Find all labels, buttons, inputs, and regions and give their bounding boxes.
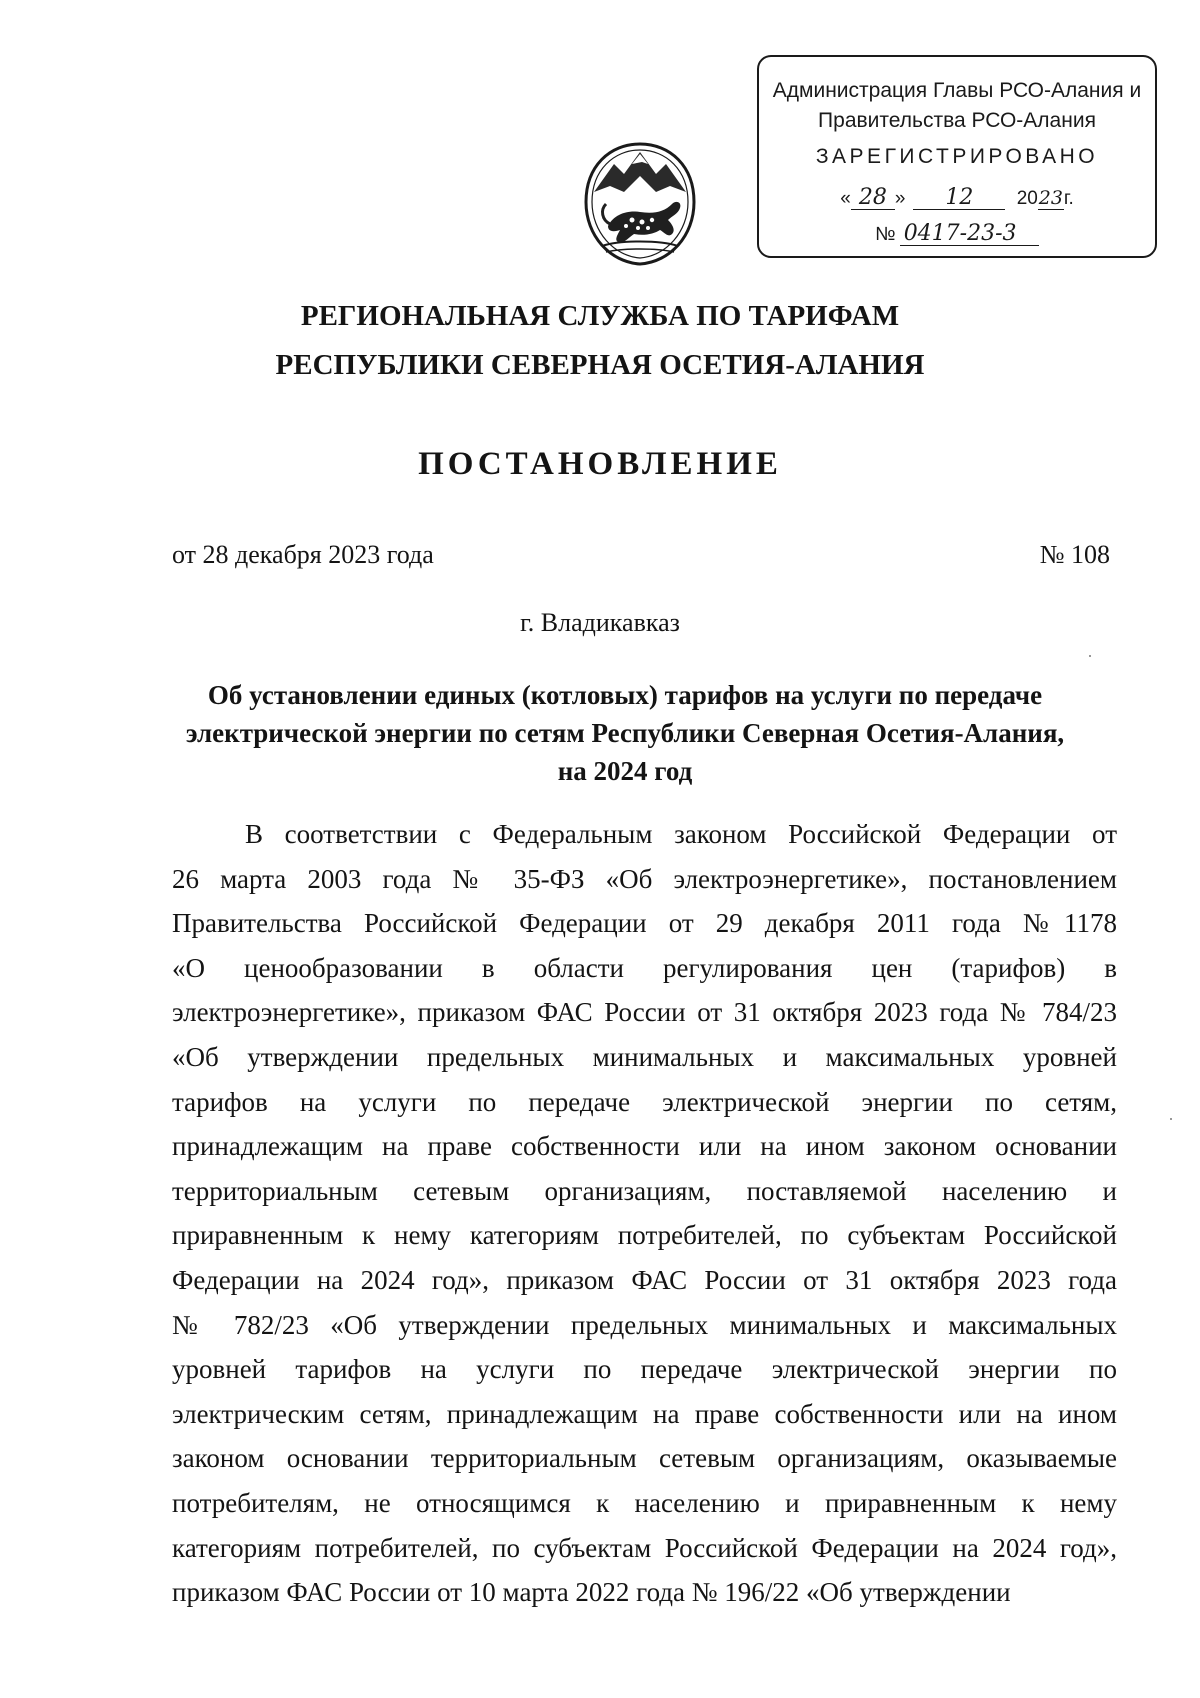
title-line: на 2024 год bbox=[557, 756, 693, 786]
scan-speck bbox=[1170, 1118, 1172, 1120]
stamp-date-row bbox=[759, 187, 1155, 210]
stamp-number-prefix: № bbox=[875, 224, 896, 245]
stamp-org-line2: Правительства РСО-Алания bbox=[818, 109, 1096, 132]
stamp-number-row bbox=[759, 223, 1155, 246]
body-line: категориям потребителей, по субъектам Российской Федерации на 2024 год», bbox=[172, 1532, 1117, 1563]
body-line: № 782/23 «Об утверждении предельных минимальных и максимальных bbox=[172, 1309, 1117, 1340]
stamp-date-year-prefix: 20 bbox=[1016, 188, 1038, 209]
stamp-date-day: 28 bbox=[851, 187, 895, 210]
body-line: Правительства Российской Федерации от 29 декабря 2011 года №1178 bbox=[172, 908, 1117, 939]
body-line: территориальным сетевым организациям, поставляемой населению и bbox=[172, 1175, 1117, 1206]
body-line: электроэнергетике», приказом ФАС России от 31 октября 2023 года № 784/23 bbox=[172, 997, 1117, 1028]
title-line: Об установлении единых (котловых) тарифов на услуги по передаче bbox=[207, 680, 1043, 710]
stamp-date-month: 12 bbox=[913, 187, 1005, 210]
document-body bbox=[172, 812, 1117, 1615]
registration-stamp bbox=[757, 55, 1157, 258]
body-line: 26 марта 2003 года № 35-ФЗ «Об электроэнергетике», постановлением bbox=[172, 863, 1117, 894]
document-date: от 28 декабря 2023 года bbox=[172, 540, 434, 569]
document-title bbox=[150, 676, 1100, 790]
body-line: уровней тарифов на услуги по передаче электрической энергии по bbox=[172, 1354, 1117, 1385]
document-type: ПОСТАНОВЛЕНИЕ bbox=[418, 446, 782, 482]
body-line: «Об утверждении предельных минимальных и максимальных уровней bbox=[172, 1041, 1117, 1072]
stamp-date-open-quote: « bbox=[840, 188, 851, 209]
body-line: тарифов на услуги по передаче электрической энергии по сетям, bbox=[172, 1086, 1117, 1117]
coat-of-arms-emblem bbox=[580, 140, 700, 268]
body-line: В соответствии с Федеральным законом Российской Федерации от bbox=[245, 819, 1117, 849]
body-line: Федерации на 2024 год», приказом ФАС России от 31 октября 2023 года bbox=[172, 1264, 1117, 1295]
stamp-registered-label: ЗАРЕГИСТРИРОВАНО bbox=[815, 145, 1099, 168]
stamp-date-year-suffix: 23 bbox=[1038, 187, 1063, 209]
stamp-date-close-quote: » bbox=[894, 188, 906, 209]
title-line: электрической энергии по сетям Республики Северная Осетия-Алания, bbox=[185, 718, 1065, 748]
authority-name-line2: РЕСПУБЛИКИ СЕВЕРНАЯ ОСЕТИЯ-АЛАНИЯ bbox=[275, 349, 925, 381]
stamp-number-value: 0417-23-3 bbox=[900, 223, 1039, 246]
body-line: законом основании территориальным сетевым организациям, оказываемые bbox=[172, 1443, 1117, 1474]
body-line: электрическим сетям, принадлежащим на праве собственности или на ином bbox=[172, 1398, 1117, 1429]
body-line: «О ценообразовании в области регулирования цен (тарифов) в bbox=[172, 952, 1117, 983]
stamp-date-year-mark: г. bbox=[1063, 188, 1074, 209]
document-number: № 108 bbox=[1039, 540, 1110, 569]
document-city: г. Владикавказ bbox=[520, 608, 680, 637]
body-line: приказом ФАС России от 10 марта 2022 года № 196/22 «Об утверждении bbox=[172, 1577, 1011, 1608]
authority-name-line1: РЕГИОНАЛЬНАЯ СЛУЖБА ПО ТАРИФАМ bbox=[300, 300, 900, 332]
body-line: принадлежащим на праве собственности или на ином законом основании bbox=[172, 1131, 1117, 1162]
scan-speck bbox=[1089, 655, 1091, 657]
body-line: приравненным к нему категориям потребителей, по субъектам Российской bbox=[172, 1220, 1117, 1251]
stamp-org-line1: Администрация Главы РСО-Алания и bbox=[772, 79, 1142, 102]
body-line: потребителям, не относящимся к населению и приравненным к нему bbox=[172, 1487, 1117, 1518]
